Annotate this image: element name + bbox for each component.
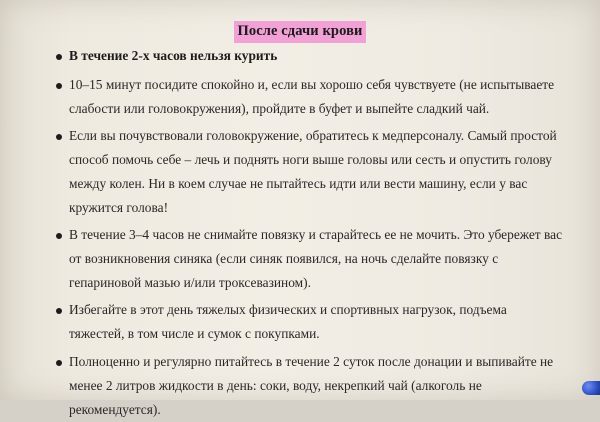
- bullet-dot: [56, 134, 62, 140]
- advice-list: [45, 44, 565, 422]
- bullet-dot: [56, 233, 62, 239]
- bullet-dot: [56, 308, 62, 314]
- advice-item-text: В течение 3–4 часов не снимайте повязку и старайтесь ее не мочить. Это убережет вас от возникновения синяка (если синяк появился, на ночь сделайте повязку с гепариновой мазью и/или троксевазином).: [69, 227, 563, 290]
- bullet-dot: [56, 83, 62, 89]
- bullet-dot: [56, 54, 62, 60]
- title-wrap: [0, 21, 600, 43]
- advice-item-smoking: [45, 44, 565, 68]
- advice-item-text: Полноценно и регулярно питайтесь в течение 2 суток после донации и выпивайте не менее 2 литров жидкости в день: соки, воду, некрепкий чай (алкоголь не рекомендуется).: [69, 354, 554, 417]
- notice-title: После сдачи крови: [234, 21, 367, 43]
- advice-item-text: В течение 2-х часов нельзя курить: [69, 48, 278, 63]
- advice-item-text: 10–15 минут посидите спокойно и, если вы хорошо себя чувствуете (не испытываете слабости или головокружения), пройдите в буфет и выпейте сладкий чай.: [69, 77, 555, 116]
- advice-item-exercise: [45, 298, 565, 346]
- advice-item-text: Если вы почувствовали головокружение, обратитесь к медперсоналу. Самый простой способ помочь себе – лечь и поднять ноги выше головы или сесть и опустить голову между колен. Ни в коем случае не пытайтесь идти или вести машину, если у вас кружится голова!: [69, 128, 557, 215]
- advice-item-text: Избегайте в этот день тяжелых физических и спортивных нагрузок, подъема тяжестей, в том числе и сумок с покупками.: [69, 302, 507, 341]
- bullet-dot: [56, 360, 62, 366]
- advice-item-nutrition: [45, 350, 565, 422]
- push-pin-icon: [582, 381, 600, 395]
- advice-item-rest: [45, 73, 565, 121]
- advice-item-dizziness: [45, 124, 565, 220]
- advice-item-bandage: [45, 223, 565, 295]
